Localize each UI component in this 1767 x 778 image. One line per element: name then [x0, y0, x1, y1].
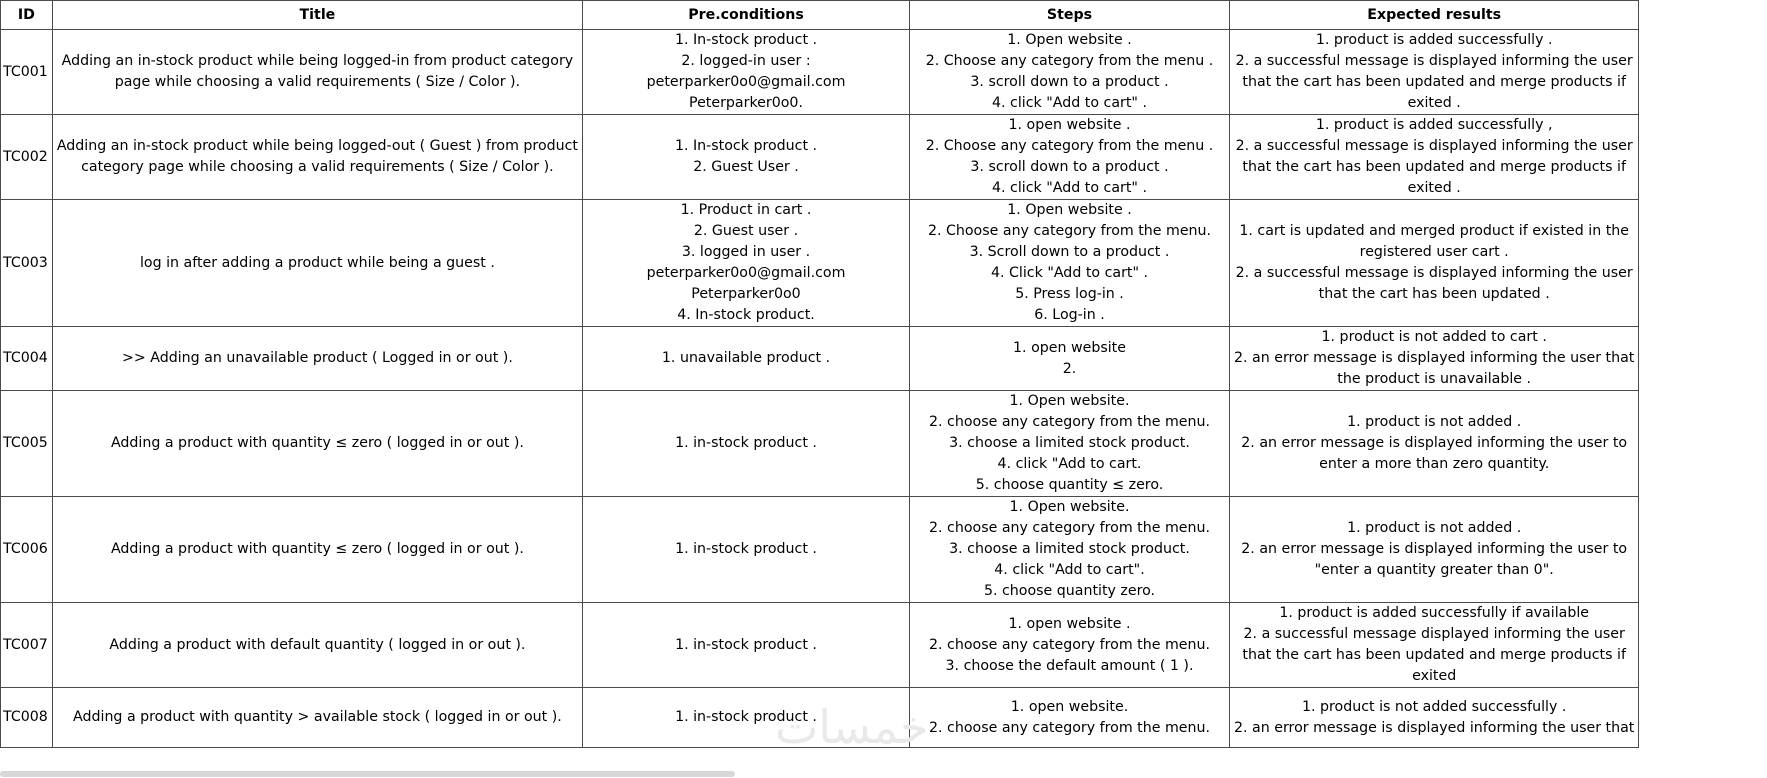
cell-line: 3. choose the default amount ( 1 ).	[945, 657, 1194, 674]
header-preconditions[interactable]: Pre.conditions	[583, 1, 910, 30]
cell-line: 2. an error message is displayed informing the user to	[1241, 541, 1628, 557]
cell-line: 2. logged-in user :	[681, 53, 811, 69]
cell-line: 5. choose quantity ≤ zero.	[975, 477, 1164, 493]
cell-id[interactable]: TC007	[1, 603, 53, 688]
cell-title[interactable]	[52, 200, 582, 327]
cell-line: 1. open website .	[1008, 615, 1131, 632]
cell-expected-results[interactable]	[1230, 115, 1639, 200]
cell-title[interactable]	[52, 603, 582, 688]
cell-id[interactable]: TC004	[1, 327, 53, 391]
table-row	[1, 497, 1639, 603]
cell-line: 2. a successful message is displayed informing the user	[1235, 265, 1633, 281]
table-row	[1, 327, 1639, 391]
cell-id[interactable]: TC005	[1, 391, 53, 497]
cell-line: 1. cart is updated and merged product if existed in the	[1239, 223, 1629, 239]
cell-expected-results[interactable]	[1230, 603, 1639, 688]
cell-steps[interactable]	[910, 115, 1230, 200]
cell-line: Adding a product with quantity > available stock ( logged in or out ).	[73, 709, 562, 725]
cell-line: 1. product is not added successfully .	[1301, 698, 1567, 715]
cell-line: enter a more than zero quantity.	[1319, 456, 1550, 472]
cell-line: peterparker0o0@gmail.com	[646, 265, 846, 281]
cell-line: Peterparker0o0.	[689, 95, 803, 111]
cell-expected-results[interactable]	[1230, 200, 1639, 327]
cell-line: 1. unavailable product .	[661, 350, 831, 366]
cell-steps[interactable]	[910, 688, 1230, 748]
cell-line: 1. open website	[1013, 339, 1126, 356]
cell-line: 2.	[1062, 360, 1077, 377]
cell-line: 3. Scroll down to a product .	[969, 244, 1170, 260]
cell-line: "enter a quantity greater than 0".	[1314, 562, 1554, 578]
cell-steps[interactable]	[910, 30, 1230, 115]
cell-line: 5. choose quantity zero.	[983, 583, 1156, 599]
cell-line: 6. Log-in .	[1034, 307, 1105, 323]
cell-expected-results[interactable]	[1230, 30, 1639, 115]
cell-title[interactable]	[52, 30, 582, 115]
horizontal-scrollbar[interactable]	[0, 771, 735, 777]
cell-line: peterparker0o0@gmail.com	[646, 74, 846, 90]
watermark: خمسات	[775, 700, 929, 754]
cell-steps[interactable]	[910, 497, 1230, 603]
cell-steps[interactable]	[910, 200, 1230, 327]
cell-id[interactable]: TC006	[1, 497, 53, 603]
cell-line: 1. Open website .	[1007, 202, 1132, 218]
cell-line: 2. an error message is displayed informing the user that	[1234, 350, 1635, 366]
table-row	[1, 391, 1639, 497]
cell-line: that the cart has been updated .	[1318, 286, 1550, 302]
cell-line: 2. an error message is displayed informing the user to	[1241, 435, 1628, 451]
cell-expected-results[interactable]	[1230, 327, 1639, 391]
cell-line: 2. Guest User .	[693, 159, 799, 175]
cell-line: 3. logged in user .	[681, 244, 811, 260]
cell-line: 3. choose a limited stock product.	[949, 435, 1190, 451]
cell-line: 4. click "Add to cart".	[994, 562, 1145, 578]
cell-line: Adding a product with default quantity ( logged in or out ).	[109, 636, 526, 653]
cell-line: 3. scroll down to a product .	[970, 74, 1169, 90]
cell-line: 4. click "Add to cart" .	[992, 95, 1147, 111]
cell-line: 2. Choose any category from the menu.	[927, 223, 1212, 239]
cell-line: Adding an in-stock product while being logged-out ( Guest ) from product	[56, 138, 578, 154]
cell-line: exited .	[1407, 180, 1461, 196]
cell-line: 2. a successful message is displayed informing the user	[1235, 138, 1633, 154]
cell-preconditions[interactable]	[583, 603, 910, 688]
cell-title[interactable]	[52, 497, 582, 603]
table-row	[1, 115, 1639, 200]
cell-line: 1. Product in cart .	[680, 202, 812, 218]
header-steps[interactable]: Steps	[910, 1, 1230, 30]
cell-line: page while choosing a valid requirements ( Size / Color ).	[114, 74, 521, 90]
cell-line: 1. product is added successfully ,	[1315, 117, 1553, 133]
cell-line: >> Adding an unavailable product ( Logged in or out ).	[121, 350, 513, 366]
cell-title[interactable]	[52, 115, 582, 200]
cell-line: 1. in-stock product .	[675, 435, 817, 451]
header-expected-results[interactable]: Expected results	[1230, 1, 1639, 30]
cell-line: Adding a product with quantity ≤ zero ( logged in or out ).	[110, 541, 524, 557]
cell-title[interactable]	[52, 391, 582, 497]
table-row	[1, 30, 1639, 115]
cell-line: 1. open website .	[1008, 117, 1131, 133]
cell-line: 1. in-stock product .	[675, 541, 817, 557]
cell-preconditions[interactable]	[583, 30, 910, 115]
cell-line: 1. in-stock product .	[675, 636, 817, 653]
cell-preconditions[interactable]	[583, 200, 910, 327]
cell-line: 1. Open website.	[1009, 393, 1130, 409]
cell-line: Peterparker0o0	[691, 286, 801, 302]
cell-line: 2. Guest user .	[693, 223, 799, 239]
cell-preconditions[interactable]	[583, 327, 910, 391]
cell-steps[interactable]	[910, 327, 1230, 391]
cell-line: 1. Open website.	[1009, 499, 1130, 515]
cell-id[interactable]: TC001	[1, 30, 53, 115]
cell-line: 4. click "Add to cart" .	[992, 180, 1147, 196]
cell-line: 4. Click "Add to cart" .	[990, 265, 1149, 281]
cell-line: 2. an error message is displayed informing the user that	[1234, 719, 1635, 736]
cell-line: 1. in-stock product .	[675, 709, 817, 725]
cell-line: 1. In-stock product .	[674, 138, 818, 154]
cell-line: 1. product is not added .	[1347, 414, 1522, 430]
header-row	[1, 1, 1639, 30]
cell-line: log in after adding a product while being a guest .	[139, 254, 495, 271]
cell-line: category page while choosing a valid requirements ( Size / Color ).	[81, 159, 554, 175]
cell-id[interactable]: TC002	[1, 115, 53, 200]
cell-line: that the cart has been updated and merge products if	[1242, 74, 1626, 90]
cell-line: 1. open website.	[1010, 698, 1129, 715]
cell-line: exited .	[1407, 95, 1461, 111]
cell-id[interactable]: TC003	[1, 200, 53, 327]
cell-line: 1. product is not added to cart .	[1321, 329, 1547, 345]
cell-line: exited	[1412, 668, 1457, 684]
cell-line: 3. scroll down to a product .	[970, 159, 1169, 175]
cell-id[interactable]: TC008	[1, 688, 53, 748]
cell-preconditions[interactable]	[583, 115, 910, 200]
cell-line: that the cart has been updated and merge products if	[1242, 647, 1626, 663]
cell-line: 2. a successful message displayed informing the user	[1243, 626, 1625, 642]
cell-expected-results[interactable]	[1230, 497, 1639, 603]
cell-expected-results[interactable]	[1230, 688, 1639, 748]
cell-steps[interactable]	[910, 391, 1230, 497]
cell-line: Adding an in-stock product while being logged-in from product category	[61, 53, 574, 69]
cell-line: 1. Open website .	[1007, 32, 1132, 48]
header-title[interactable]: Title	[52, 1, 582, 30]
cell-line: 5. Press log-in .	[1015, 286, 1124, 302]
header-id[interactable]: ID	[1, 1, 53, 30]
cell-line: 2. choose any category from the menu.	[929, 414, 1210, 430]
cell-line: 1. product is added successfully if available	[1279, 605, 1590, 621]
cell-line: 2. Choose any category from the menu .	[925, 138, 1214, 154]
cell-line: registered user cart .	[1359, 244, 1509, 260]
cell-line: that the cart has been updated and merge products if	[1242, 159, 1626, 175]
cell-line: 2. Choose any category from the menu .	[925, 53, 1214, 69]
cell-line: Adding a product with quantity ≤ zero ( logged in or out ).	[110, 435, 524, 451]
cell-line: 1. In-stock product .	[674, 32, 818, 48]
cell-line: 2. choose any category from the menu.	[929, 520, 1210, 536]
cell-preconditions[interactable]	[583, 391, 910, 497]
cell-title[interactable]	[52, 688, 582, 748]
cell-title[interactable]	[52, 327, 582, 391]
cell-line: 4. In-stock product.	[677, 307, 815, 323]
cell-line: the product is unavailable .	[1337, 371, 1532, 387]
cell-line: 2. choose any category from the menu.	[929, 636, 1210, 653]
table-row	[1, 200, 1639, 327]
cell-line: 2. choose any category from the menu.	[929, 719, 1210, 736]
cell-line: 2. a successful message is displayed informing the user	[1235, 53, 1633, 69]
cell-preconditions[interactable]	[583, 497, 910, 603]
cell-line: 3. choose a limited stock product.	[949, 541, 1190, 557]
cell-line: 1. product is not added .	[1347, 520, 1522, 536]
cell-line: 4. click "Add to cart.	[997, 456, 1142, 472]
cell-line: 1. product is added successfully .	[1315, 32, 1553, 48]
cell-steps[interactable]	[910, 603, 1230, 688]
table-row	[1, 603, 1639, 688]
cell-expected-results[interactable]	[1230, 391, 1639, 497]
